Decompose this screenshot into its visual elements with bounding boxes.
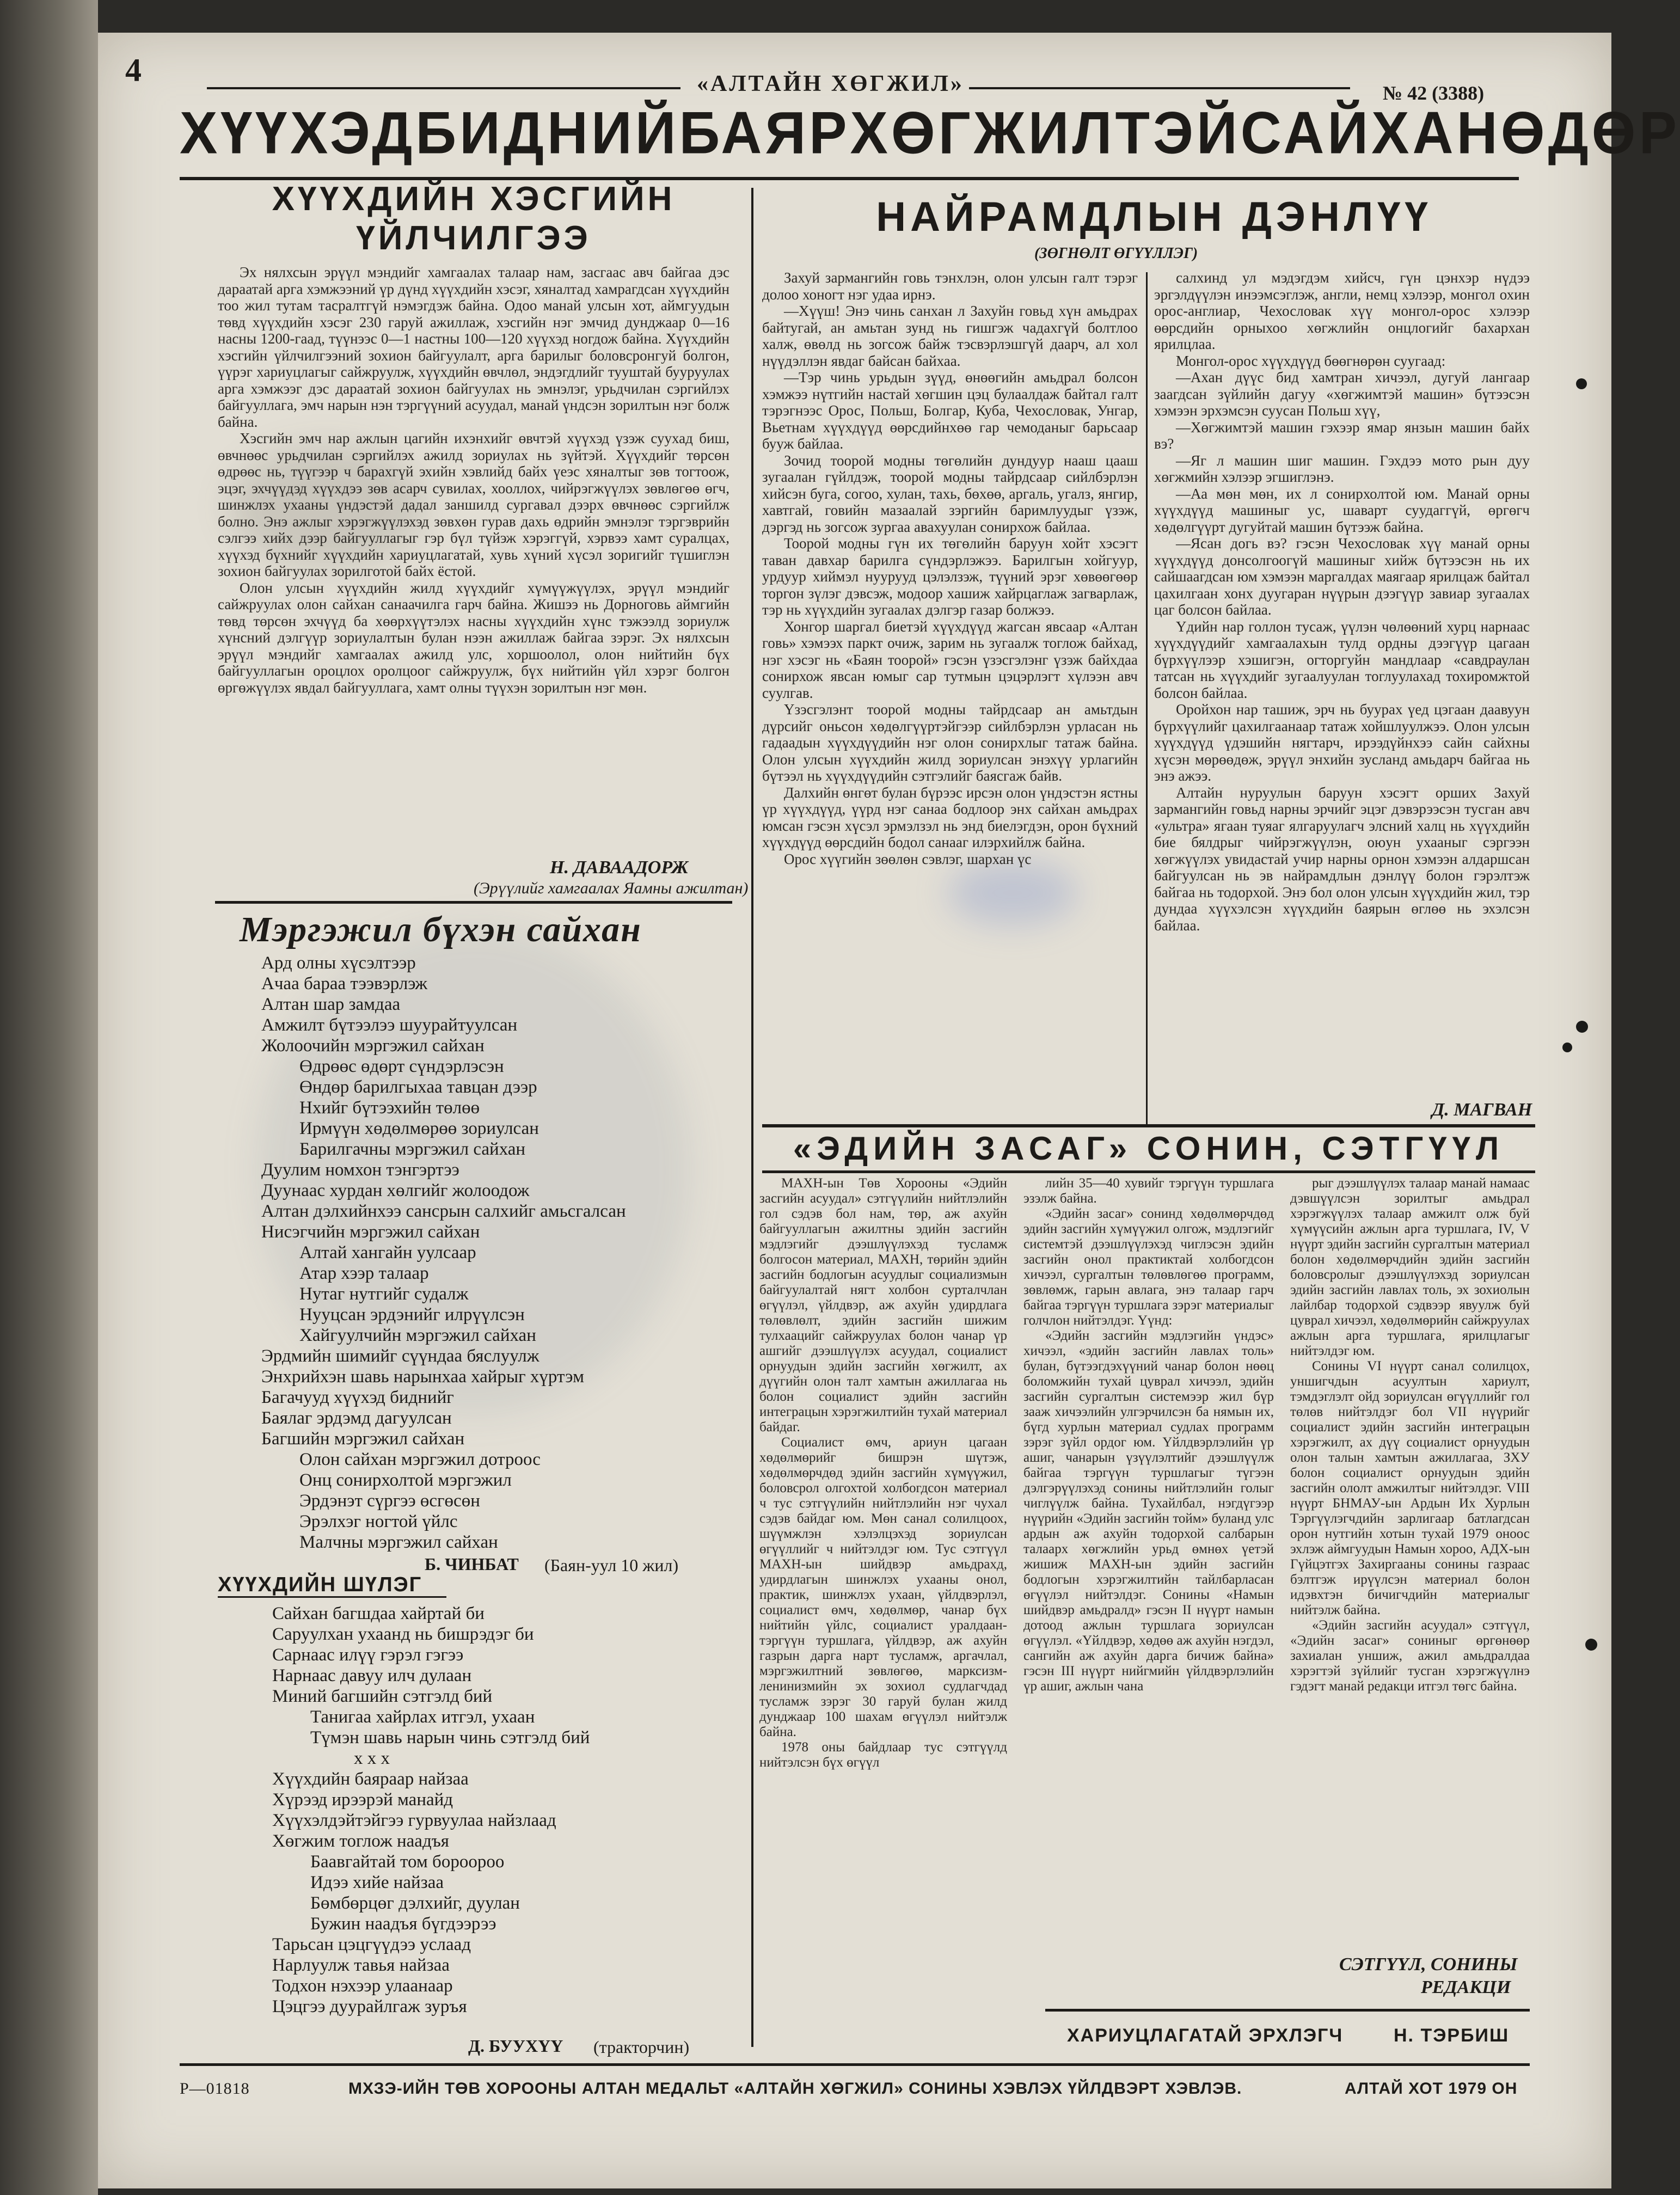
poem-line: Түмэн шавь нарын чинь сэтгэлд бий <box>310 1728 590 1748</box>
paragraph: —Тэр чинь урьдын зүүд, өнөөгийн амьдрал болсон хэмжээ нүтгийн настай хөгшин цэц булаалдаж байтал галт тэрэгнээс Орос, Польш, Болгар, Куба, Чехословак, Унгар, Вьетнам хүүхдүүд өөрсдийнхөө гар чемоданыг барьсаар бууж байлаа. <box>762 369 1138 452</box>
paragraph: МАХН-ын Төв Хорооны «Эдийн засгийн асуудал» сэтгүүлийн нийтлэлийн гол сэдэв бол нам, төр, аж ахуйн байгууллагын ажилтны эдийн засгийн мэдлэгийг дээшлүүлэхэд тусламж болгосон материал, МАХН, төрийн эдийн засгийн бодлогын асуудлыг социализмын байгуулалтай нягт холбон сурталчлан өгүүлэл, үйлдвэр, аж ахуйн удирдлага төлөвлөлт, эдийн засгийн шижим тулхаацийг сайжруулах болон чанар үр ашгийг дээшлүүлэх асуудал, социалист орнуудын эдийн засгийн хөгжилт, ах дүүгийн олон талт хамтын ажиллагаа нь болон социалист эдийн засгийн интеграцын хэрэгжилтийн тухай материал байдаг. <box>759 1176 1007 1434</box>
poem-line: Нууцсан эрдэнийг илрүүлсэн <box>299 1305 525 1325</box>
poem-line: Идээ хийе найзаа <box>310 1873 444 1892</box>
poem-line: Амжилт бүтээлээ шуурайтуулсан <box>261 1015 518 1035</box>
section-rule <box>762 1124 1535 1127</box>
poem-line: Нхийг бүтээхийн төлөө <box>299 1098 480 1118</box>
page-number: 4 <box>125 52 142 88</box>
poem-line: х х х <box>354 1749 390 1768</box>
article-column <box>1023 1176 1274 1694</box>
poem-line: Энхрийхэн шавь нарынхаа хайрыг хүртэм <box>261 1367 584 1387</box>
article-title-line: ХҮҮХДИЙН ХЭСГИЙН <box>272 180 676 218</box>
column-divider <box>1146 272 1148 1127</box>
editor-name: Н. ТЭРБИШ <box>1394 2025 1510 2046</box>
paragraph: «Эдийн засаг» сонинд хөдөлмөрчдөд эдийн засгийн хүмүүжил олгож, мэдлэгийг системтэй дээшлүүлэхэд чиглэсэн эдийн засгийн онол практиктай холбогдсон хичээл, сургалтын төлөвлөгөө программ, зөвлөмж, гарын авлага, энэ талаар гарч байгаа тэргүүн туршлага зэрэг материалыг голчлон нийтэлдэг. Үүнд: <box>1023 1206 1274 1328</box>
banner-word: ӨДӨР <box>1500 100 1680 167</box>
author-signature: Д. МАГВАН <box>1432 1100 1532 1120</box>
ink-spot <box>1576 378 1587 389</box>
paragraph: Үзэсгэлэнт тоорой модны тайрдсаар ан амьтдын дүрсийг оньсон хөдөлгүүртэйгээр сийлбэрлэн урласан нь гадаадын хүүхдүүдийн нэг олон сонирхлыг татаж байна. Олон улсын хүүхдийн жилд зориулсан энэхүү урлагийн бүтээл нь хүүхдүүдийн сэтгэлийг баясгаж байв. <box>762 701 1138 784</box>
poem-line: Дуулим номхон тэнгэртээ <box>261 1160 459 1180</box>
article-title: «ЭДИЙН ЗАСАГ» СОНИН, СЭТГҮҮЛ <box>793 1130 1505 1167</box>
poem-line: Бөмбөрцөг дэлхийг, дуулан <box>310 1893 520 1913</box>
poem-line: Олон сайхан мэргэжил дотроос <box>299 1450 541 1469</box>
article-title: НАЙРАМДЛЫН ДЭНЛҮҮ <box>876 194 1432 240</box>
paragraph: Монгол-орос хүүхдүүд бөөгнөрөн суугаад: <box>1176 352 1446 369</box>
paragraph: Тоорой модны гүн их төгөлийн баруун хойт хэсэгт таван давхар барилга сүндэрлэжээ. Барилгын хойгуур, урдуур хиймэл нуурууд цэлэлзэж, түүний эрэг хөвөөгөөр торгон зүлэг дэвсэж, модоор хашиж хайрцаглаж загварлаж, тэр нь хүүхдийн зугаалах дэлгэр газар болжээ. <box>762 535 1138 618</box>
paragraph: —Хөгжимтэй машин гэхээр ямар янзын машин байх вэ? <box>1154 419 1530 452</box>
poem-line: Тодхон нэхээр улаанаар <box>272 1976 453 1996</box>
poem-line: Онц сонирхолтой мэргэжил <box>299 1470 512 1490</box>
poem-line: Миний багшийн сэтгэлд бий <box>272 1687 493 1706</box>
paper-name: «АЛТАЙН ХӨГЖИЛ» <box>697 71 964 96</box>
ink-spot <box>1585 1639 1597 1651</box>
banner-word: САЙХАН <box>1240 100 1501 167</box>
article-column <box>759 1176 1007 1770</box>
poem-line: Нисэгчийн мэргэжил сайхан <box>261 1222 480 1242</box>
paragraph: —Ахан дүүс бид хамтран хичээл, дугуй лангаар заагдсан зүйлийн дагуу «хөгжимтэй машин» бүтээсэн хэмээн эрхэмсэн суусан Польш хүү, <box>1154 369 1530 419</box>
paragraph: Сонины VI нүүрт санал солилцох, уншигчдын асуултын хариулт, тэмдэглэлт ойд зориулсан өгүүллийг гол төлөв нийтэлдэг бол VII нүүрийг социалист эдийн засгийн интеграцын хэрэгжилт, ах дүү социалист орнуудын олон талын хамтын ажиллагаа, ЗХУ болон социалист орнуудын эдийн засгийн ололт амжилтыг нийтэлдэг. VIII нүүрт БНМАУ-ын Ардын Их Хурлын Тэргүүлэгчдийн зарлигаар батлагдсан орон нутгийн хотын тухай 1979 оноос эхлэж аймгуудын Намын хороо, АДХ-ын Гүйцэтгэх Захиргааны сонины газраас бэлтгэж ирүүлсэн материал болон идэвхтэн бичигчдийн материалыг нийтэлж байна. <box>1290 1359 1530 1617</box>
editor-label: ХАРИУЦЛАГАТАЙ ЭРХЛЭГЧ <box>1067 2025 1344 2046</box>
banner-word: БИДНИЙ <box>415 100 679 167</box>
author-affiliation: (Эрүүлийг хамгаалах Яамны ажилтан) <box>474 879 749 897</box>
poem-body <box>272 1603 590 2017</box>
paragraph: —Яг л машин шиг машин. Гэхдээ мото рын дуу хөгжмийн хэлээр эгшиглэнэ. <box>1154 452 1530 485</box>
print-code: Р—01818 <box>180 2080 250 2098</box>
poem-line: Хөгжим тоглож наадъя <box>272 1831 449 1851</box>
poem-line: Нутаг нутгийг судалж <box>299 1284 469 1304</box>
poem-line: Багшийн мэргэжил сайхан <box>261 1429 465 1449</box>
ink-spot <box>1576 1021 1588 1033</box>
poem-line: Саруулхан ухаанд нь бишрэдэг би <box>272 1624 534 1644</box>
paragraph: —Аа мөн мөн, их л сонирхолтой юм. Манай орны хүүхдүүд машиныг ус, шаварт суудаггүй, өргөгч хөдөлгүүрт дугуйтай машин бүтээж байна. <box>1154 485 1530 535</box>
paragraph: Хонгор шаргал биетэй хүүхдүүд жагсан явсаар «Алтан говь» хэмээх паркт очиж, зарим нь зугаалж тоглож байхад, нэг хэсэг нь «Баян тоорой» гэсэн үзэсгэлэнг үзэж байхдаа сонирхож явсан юмыг сар тутмын цэцэрлэгт хүлээн авч суулгав. <box>762 618 1138 701</box>
paragraph: 1978 оны байдлаар тус сэтгүүлд нийтэлсэн бүх өгүүл <box>759 1740 1007 1770</box>
paragraph: Оройхон нар ташиж, эрч нь буурах үед цэгаан даавуун бүрхүүлийг цахилгаанаар татаж хойшлуулжээ. Олон улсын хүүхдүүд үдэшийн нягтарч, ирээдүйнхээ сайн сайхны хүсэн мөрөөдөж, эрүүл энхийн зусланд амьдарч байгаа нь энэ ажээ. <box>1154 701 1530 784</box>
paragraph: Хэсгийн эмч нар ажлын цагийн ихэнхийг өвчтэй хүүхэд үзэж суухад биш, өвчнөөс урьдчилан сэргийлэх ажилд зориулах нь зүйтэй. Хүүхдийг төрсөн өдрөөс нь, түүгээр ч барахгүй эхийн хэвлийд байх үеэс хяналтыг зөв тогтоож, эцэг, эхчүүдэд хүүхдээ зөв асарч сувилах, хооллох, чийрэгжүүлэх зөвлөгөө өгч, шинжлэх ухааны үндэстэй дадал заншилд сургавал дээрх өвчнөөс сэргийлж болно. Энэ ажлыг хэрэгжүүлэхэд зөвхөн гурав дахь өдрийн эмнэлэг тэргэврийн сэлгээ хийх дээр байгууллагыг гэр бүл түйэж хэрэггүй, хэрвээ хамт суралцах, хүүхэд бүхнийг хүүхдийн хариуцлагатай, хувь хүний хүсэл зоригийг түшиглэн зохион байгуулах зорилготой байх ёстой. <box>218 430 729 579</box>
poem-line: Ирмүүн хөдөлмөрөө зориулсан <box>299 1119 539 1138</box>
poem-line: Сарнаас илүү гэрэл гэгээ <box>272 1645 464 1665</box>
poem-line: Дуунаас хурдан хөлгийг жолоодож <box>261 1181 530 1200</box>
paragraph: Далхийн өнгөт булан бүрээс ирсэн олон үндэстэн ястны үр хүүхдүүд, үүрд нэг санаа бодлоор энх сайхан амьдрах юмсан гэсэн хүсэл эрмэлзэл нь энд биелэгдэн, орон бүхний хүүхдүүд өөрсдийн бодол санааг илэрхийлж байна. <box>762 784 1138 850</box>
article-title <box>229 180 719 258</box>
poem-line: Барилгачны мэргэжил сайхан <box>299 1139 526 1159</box>
header-rule-left <box>207 87 680 89</box>
paragraph: Зочид тоорой модны төгөлийн дундуур нааш цааш зугаалан гүйлдэж, тоорой модны тайрдсаар сийлбэрлэн хийсэн буга, согоо, хулан, тахь, бөхөө, аргаль, угалз, янгир, хавтгай, говийн мазаалай зэргийн баримлуудыг үзэж, дэргэд нь зогсож зургаа авахуулан сонирхож байлаа. <box>762 452 1138 535</box>
blue-stain <box>947 860 1078 925</box>
imprint-text: МХЗЭ-ИЙН ТӨВ ХОРООНЫ АЛТАН МЕДАЛЬТ «АЛТАЙН ХӨГЖИЛ» СОНИНЫ ХЭВЛЭХ ҮЙЛДВЭРТ ХЭВЛЭВ. <box>348 2080 1242 2098</box>
author-signature: Н. ДАВААДОРЖ <box>550 857 689 878</box>
poem-title: Мэргэжил бүхэн сайхан <box>240 910 642 949</box>
poem-line: Алтан дэлхийнхээ сансрын салхийг амьсгалсан <box>261 1201 626 1221</box>
page-edge <box>0 0 98 2195</box>
imprint-city: АЛТАЙ ХОТ 1979 ОН <box>1345 2080 1518 2098</box>
poem-line: Малчны мэргэжил сайхан <box>299 1532 498 1552</box>
poem-line: Тарьсан цэцгүүдээ услаад <box>272 1935 471 1954</box>
footer-rule <box>180 2063 1530 2066</box>
paragraph: «Эдийн засгийн асуудал» сэтгүүл, «Эдийн засаг» сониныг өргөнөөр захиалан уншиж, ажил амьдралдаа хэрэгтэй зүйлийг тусган хэрэгжүүлнэ гэдэгт манай редакци итгэл төгс байна. <box>1290 1618 1530 1694</box>
poem-title: ХҮҮХДИЙН ШҮЛЭГ <box>218 1573 422 1596</box>
title-underline <box>218 1596 446 1598</box>
poem-line: Цэцгээ дуурайлгаж зуръя <box>272 1997 467 2016</box>
poem-line: Хүүхэлдэйтэйгээ гурвуулаа найзлаад <box>272 1811 556 1830</box>
paragraph: рыг дээшлүүлэх талаар манай намаас дэвшүүлсэн зорилтыг амьдрал хэрэгжүүлэх талаар амжилт олж буй хүмүүсийн ажлын арга туршлага, IV, V нүүрт эдийн засгийн сургалтын материал болон хөдөлмөрчдийн эдийн засгийн боловсролыг дээшлүүлэхэд зориулсан эдийн засгийн лавлах толь, эх зохиолын лайлбар тодорхой сэдвээр явуулж буй цуврал хичээл, хөдөлмөрийн сайжруулах ажлын арга туршлага, ярилцлагыг нийтэлдэг юм. <box>1290 1176 1530 1358</box>
poem-line: Танигаа хайрлах итгэл, ухаан <box>310 1707 535 1727</box>
poem-line: Хайгуулчийн мэргэжил сайхан <box>299 1326 536 1345</box>
poem-line: Өдрөөс өдөрт сүндэрлэсэн <box>299 1057 504 1076</box>
editorial-signature: СЭТГҮҮЛ, СОНИНЫ <box>1339 1954 1518 1975</box>
paragraph: «Эдийн засгийн мэдлэгийн үндэс» хичээл, «эдийн засгийн лавлах толь» булан, бүтээгдэхүүний чанар болон нөөц боломжийн тухай цуврал хичээл, эдийн засгийн сургалтын системээр жил бүр зааж хичээлийн улгэрчилсэн ба нямын их, бүгд хурлын материал судлах программ зэрэг зүйл ордог юм. Үйлдвэрлэлийн үр ашиг, чанарын үзүүлэлтийг дээшлүүлж байгаа тэргүүн туршлагыг түгээн дэлгэрүүлэхэд сонины нийтлэлийн голыг чиглүүлж байна. Тухайлбал, нэгдүгээр нүүрийн «Эдийн засгийн тойм» буланд улс ардын аж ахуйн тодорхой салбарын талаарх хөгжлийн урьд өмнөх үетэй жишиж МАХН-ын эдийн засгийн бодлогын хэрэгжилтийн тайлбарласан өгүүлэл нийтэлдэг. Сонины «Намын шийдвэр амьдралд» гэсэн II нүүрт намын дотоод ажлын туршлага зориулсан өгүүлэл. «Үйлдвэр, хөдөө аж ахуйн нэгдэл, сангийн аж ахуйн дарга бичиж байна» гэсэн III нүүрт нийгмийн үйлдвэрлэлийн үр ашиг, ажлын чана <box>1023 1328 1274 1694</box>
poem-line: Баавгайтай том бороороо <box>310 1852 505 1872</box>
column-divider <box>751 188 753 1130</box>
article-title-line: ҮЙЛЧИЛГЭЭ <box>356 219 591 257</box>
poem-line: Сайхан багшдаа хайртай би <box>272 1604 485 1623</box>
banner-word: ХҮҮХЭД <box>180 100 416 167</box>
article-column <box>1290 1176 1530 1694</box>
paragraph: Орос хүүгийн зөөлөн сэвлэг, шархан үс <box>784 850 1032 867</box>
banner-word: БАЯР <box>679 100 850 167</box>
poem-line: Нарнаас давуу илч дулаан <box>272 1666 472 1685</box>
section-rule <box>215 901 732 904</box>
paragraph: Захуй зармангийн говь тэнхлэн, олон улсын галт тэрэг долоо хоногт нэг удаа ирнэ. <box>762 269 1138 303</box>
paragraph: —Хүүш! Энэ чинь санхан л Захуйн говьд хүн амьдрах байтугай, ан амьтан зунд нь гишгэж чадахгүй болтлоо халж, өвөлд нь зогсож байж тэсвэрлэшгүй даарч, ал хол нүүдэллэн явдаг байсан байхаа. <box>762 303 1138 369</box>
paragraph: —Ясан догь вэ? гэсэн Чехословак хүү манай орны хүүхдүүд донсолгоогүй машиныг хийж бүтээсэн нь их сайшаагдсан юм хэмээн маргалдах маягаар ярилцаж байтал цахилгаан хонх дуугаран нүүрын дээгүүр завиар зугаалах цаг болсон байлаа. <box>1154 535 1530 618</box>
poem-author-note: (Баян-уул 10 жил) <box>544 1555 679 1575</box>
poem-line: Хүрээд ирээрэй манайд <box>272 1790 453 1810</box>
poem-body <box>261 953 626 1553</box>
article-body <box>218 264 729 696</box>
poem-line: Эрэлхэг ногтой үйлс <box>299 1512 458 1531</box>
section-rule <box>762 1170 1535 1173</box>
poem-line: Жолоочийн мэргэжил сайхан <box>261 1036 485 1056</box>
poem-line: Нарлуулж тавья найзаа <box>272 1955 450 1975</box>
issue-number: № 42 (3388) <box>1383 82 1485 104</box>
poem-author: Б. ЧИНБАТ <box>425 1554 519 1574</box>
poem-line: Эрдэнэт сүргээ өсгөсөн <box>299 1491 480 1511</box>
poem-line: Атар хээр талаар <box>299 1264 429 1283</box>
poem-line: Өндөр барилгыхаа тавцан дээр <box>299 1077 537 1097</box>
header-rule-right <box>969 87 1350 89</box>
article-column <box>1154 269 1530 934</box>
poem-line: Баялаг эрдэмд дагуулсан <box>261 1408 452 1428</box>
poem-line: Алтай хангайн уулсаар <box>299 1243 476 1262</box>
column-divider <box>751 1127 753 2047</box>
paragraph: Алтайн нуруулын баруун хэсэгт орших Захуй зармангийн говьд нарны эрчийг эцэг дэвэрээсэн тусган авч «ультра» ягаан туяаг ялгаруулагч элсний халц нь хүүхдийн бие бялдрыг чийрэгжүүлэн, оюун ухааныг сэргээн хөгжүүлэх увидастай учир нарны орнон хэмээн алдаршсан байгуулсан нь эв найрамдлын дэнлүү болон гэрэлтэж байгаа нь тодорхой. Энэ бол олон улсын хүүхдийн жил, тэр дундаа хүүхэлсэн хүүхдийн баярын өглөө нь эхэлсэн байлаа. <box>1154 784 1530 934</box>
paragraph: Олон улсын хүүхдийн жилд хүүхдийг хүмүүжүүлэх, эрүүл мэндийг сайжруулах олон сайхан санаачилга гарч байна. Жишээ нь Дорноговь аймгийн төвд төрсөн эхчүүд ба хөөрхүүтэлэх насны хүүхдийн хүнс тэжээлд зориулж хүнсний дэлгүүр зориулалтын булан нээн ажиллаж байгаа зэрэг. Эх нялхсын эрүүл мэндийг хамгаалах ажилд улс, хоршоолол, олон нийтийн бүх байгууллагын ороцлох оролцоог сайжруулж, бүх нийтийн үйл хэрэг болгон өргөжүүлэх явдал байгууллага, хамт олны түүхэн зорилтын нэг мөн. <box>218 579 729 696</box>
poem-line: Хүүхдийн баяраар найзаа <box>272 1769 469 1789</box>
poem-line: Багачууд хүүхэд биднийг <box>261 1388 454 1407</box>
paragraph: Эх нялхсын эрүүл мэндийг хамгаалах талаар нам, засгаас авч байгаа дэс дараатай арга хэмжээний үр дүнд хүүхдийн хэсэг, хяналтад хамрагдсан хүүхдийн тоо жил тутам тасралтгүй нэмэгдэж байна. Одоо манай улсын хот, аймгуудын төвд хүүхдийн хэсэг 230 гаруй ажиллаж, хэсгийн нэг эмчид дунджаар 0—16 насны 1200-гаад, түүнээс 0—1 настны 100—120 хүүхэд ногдож байна. Хүүхдийн хэсгийн үйлчилгээний зохион байгуулалт, арга барилыг боловсронгуй болгон, үүрэг хариуцлагыг сайжруулж, хүүхдийн өвчлөл, эндэгдлийг тууштай бууруулах арга хэмжээг дэс дараатай зохион байгуулах нь эмнэлэг, урьдчилан сэргийлэх байгууллага, эмч нарын нэн тэргүүний асуудал, манай үндсэн зорилтын нэг болж байна. <box>218 264 729 430</box>
editor-rule <box>1045 2009 1530 2012</box>
poem-author: Д. БУУХҮҮ <box>468 2036 563 2056</box>
editorial-signature: РЕДАКЦИ <box>1421 1977 1511 1997</box>
poem-line: Бужин наадъя бүгдээрээ <box>310 1914 496 1934</box>
paragraph: Үдийн нар голлон тусаж, үүлэн чөлөөний хурц нарнаас хүүхдүүдийг хамгаалахын тулд ордны дээгүүр цагаан бүрхүүлээр хэшигэн, огторгуйн мандлаар «савдраулан татсан нь хүүхдийг зугаалуулан тоглуулахад тохиромжтой болсон байлаа. <box>1154 618 1530 701</box>
poem-line: Ард олны хүсэлтээр <box>261 953 416 973</box>
paragraph: лийн 35—40 хувийг тэргүүн туршлага эзэлж байна. <box>1023 1176 1274 1206</box>
banner-word: ХӨГЖИЛТЭЙ <box>850 100 1241 167</box>
poem-line: Ачаа бараа тээвэрлэж <box>261 974 428 994</box>
poem-author-note: (тракторчин) <box>593 2037 690 2057</box>
article-subtitle: (ЗӨГНӨЛТ ӨГҮҮЛЛЭГ) <box>1034 245 1198 262</box>
poem-line: Эрдмийн шимийг сүүндаа бяслуулж <box>261 1346 539 1366</box>
poem-line: Алтан шар замдаа <box>261 995 401 1014</box>
paragraph: Социалист өмч, ариун цагаан хөдөлмөрийг бишрэн шүтэж, хөдөлмөрчдөд эдийн засгийн хүмүүжил, боловсрол олгохтой холбогдсон материал ч тус сэтгүүлийн нийтлэлийн нэг чухал сэдэв байдаг юм. Мөн санал солилцоох, шүүмжлэн хэлэлцэхэд зориулсан өгүүллийг ч нийтэлдэг юм. Тус сэтгүүл МАХН-ын шийдвэр амьдрахд, удирдлагын шинжлэх ухааны онол, практик, шинжлэх ухаан, үйлдвэрлэл, социалист өмч, хөдөлмөр, чанар бүх нийтийн үйлс, социалист уралдаан-тэргүүн туршлага, үйлдвэр, аж ахуйн газрын дарга нарт тусламж, аргачлал, мэргэжилтний зөвлөгөө, марксизм-ленинизмийн эх зохиол судлагчдад тусламж зэрэг 30 гаруй булан жилд дунджаар 100 шахам өгүүлэл нийтэлж байна. <box>759 1435 1007 1739</box>
ink-spot <box>1562 1043 1572 1052</box>
article-column <box>762 269 1138 867</box>
headline-banner <box>180 96 1680 171</box>
paragraph: салхинд ул мэдэгдэм хийсч, гүн цэнхэр нүдээ эргэлдүүлэн инээмсэглэж, англи, немц хэлээр, монгол охин орос-англиар, Чехословак хүү монгол-орос хэлээр өөрсдийн орныхоо хөгжлийн онцлогийг бахархан ярилцлаа. <box>1154 269 1530 352</box>
